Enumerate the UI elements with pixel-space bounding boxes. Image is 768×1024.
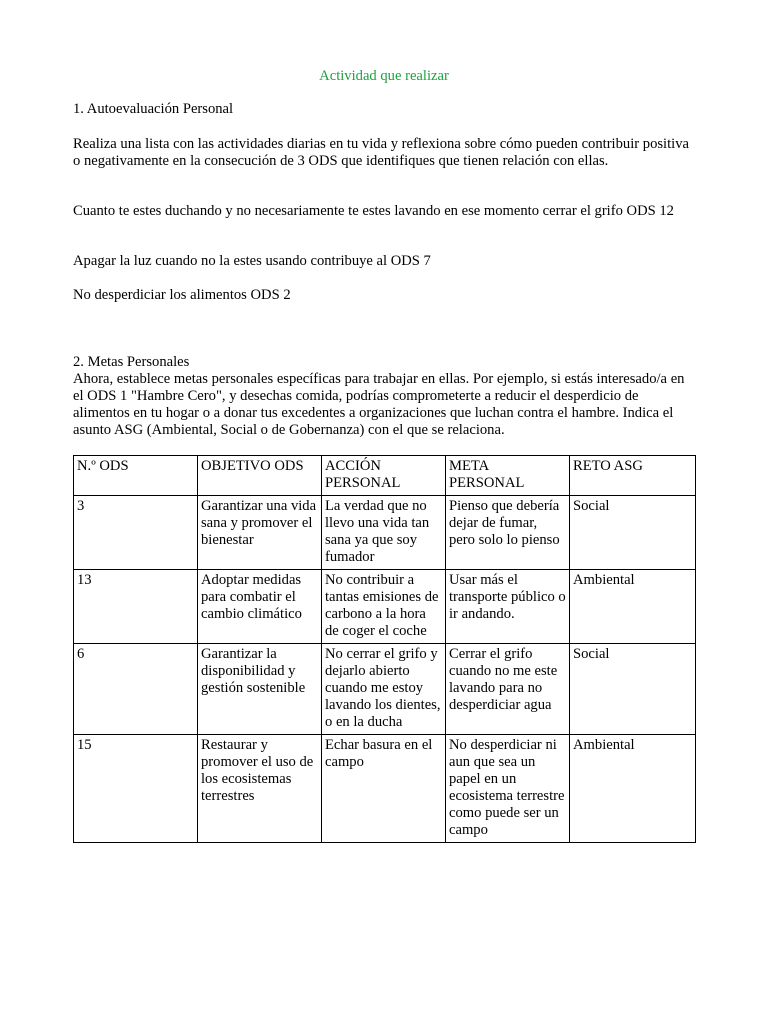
answer-paragraph: Apagar la luz cuando no la estes usando contribuye al ODS 7 — [73, 253, 431, 269]
section-2-heading: 2. Metas Personales — [73, 354, 190, 370]
document-title: Actividad que realizar — [319, 68, 449, 84]
cell-ods-number: 13 — [74, 570, 198, 644]
section-2-instructions: Ahora, establece metas personales específicas para trabajar en ellas. Por ejemplo, si estás interesado/a en el ODS 1 "Hambre Cero", y desechas comida, podrías comprometerte a reducir el desperdicio de alimentos en tu hogar o a donar tus excedentes a organizaciones que luchan contra el hambre. Indica el asunto ASG (Ambiental, Social o de Gobernanza) con el que se relaciona. — [73, 371, 685, 438]
cell-personal-goal: No desperdiciar ni aun que sea un papel en un ecosistema terrestre como puede ser un campo — [446, 735, 570, 843]
table-header-row — [74, 456, 696, 496]
cell-ods-number: 15 — [74, 735, 198, 843]
header-cell-asg-challenge: RETO ASG — [570, 456, 696, 496]
cell-personal-goal: Pienso que debería dejar de fumar, pero solo lo pienso — [446, 496, 570, 570]
table-row — [74, 644, 696, 735]
section-1-instructions: Realiza una lista con las actividades diarias en tu vida y reflexiona sobre cómo pueden contribuir positiva o negativamente en la consecución de 3 ODS que identifiques que tienen relación con ellas. — [73, 136, 689, 169]
table-row — [74, 496, 696, 570]
cell-ods-number: 6 — [74, 644, 198, 735]
cell-ods-objective: Adoptar medidas para combatir el cambio climático — [198, 570, 322, 644]
cell-personal-goal: Cerrar el grifo cuando no me este lavando para no desperdiciar agua — [446, 644, 570, 735]
answer-paragraph: Cuanto te estes duchando y no necesariamente te estes lavando en ese momento cerrar el grifo ODS 12 — [73, 203, 674, 219]
table-row — [74, 735, 696, 843]
cell-ods-number: 3 — [74, 496, 198, 570]
cell-asg-challenge: Social — [570, 644, 696, 735]
cell-personal-action: No cerrar el grifo y dejarlo abierto cuando me estoy lavando los dientes, o en la ducha — [322, 644, 446, 735]
header-cell-personal-action: ACCIÓN PERSONAL — [322, 456, 446, 496]
cell-personal-action: Echar basura en el campo — [322, 735, 446, 843]
cell-asg-challenge: Social — [570, 496, 696, 570]
cell-ods-objective: Restaurar y promover el uso de los ecosistemas terrestres — [198, 735, 322, 843]
header-cell-ods-objective: OBJETIVO ODS — [198, 456, 322, 496]
cell-personal-action: La verdad que no llevo una vida tan sana ya que soy fumador — [322, 496, 446, 570]
header-cell-personal-goal: META PERSONAL — [446, 456, 570, 496]
cell-personal-goal: Usar más el transporte público o ir andando. — [446, 570, 570, 644]
cell-personal-action: No contribuir a tantas emisiones de carbono a la hora de coger el coche — [322, 570, 446, 644]
table-row — [74, 570, 696, 644]
header-cell-ods-number: N.º ODS — [74, 456, 198, 496]
ods-goals-table — [73, 455, 696, 843]
answer-paragraph: No desperdiciar los alimentos ODS 2 — [73, 287, 291, 303]
section-1-heading: 1. Autoevaluación Personal — [73, 101, 234, 117]
cell-ods-objective: Garantizar la disponibilidad y gestión sostenible — [198, 644, 322, 735]
cell-ods-objective: Garantizar una vida sana y promover el bienestar — [198, 496, 322, 570]
cell-asg-challenge: Ambiental — [570, 735, 696, 843]
cell-asg-challenge: Ambiental — [570, 570, 696, 644]
